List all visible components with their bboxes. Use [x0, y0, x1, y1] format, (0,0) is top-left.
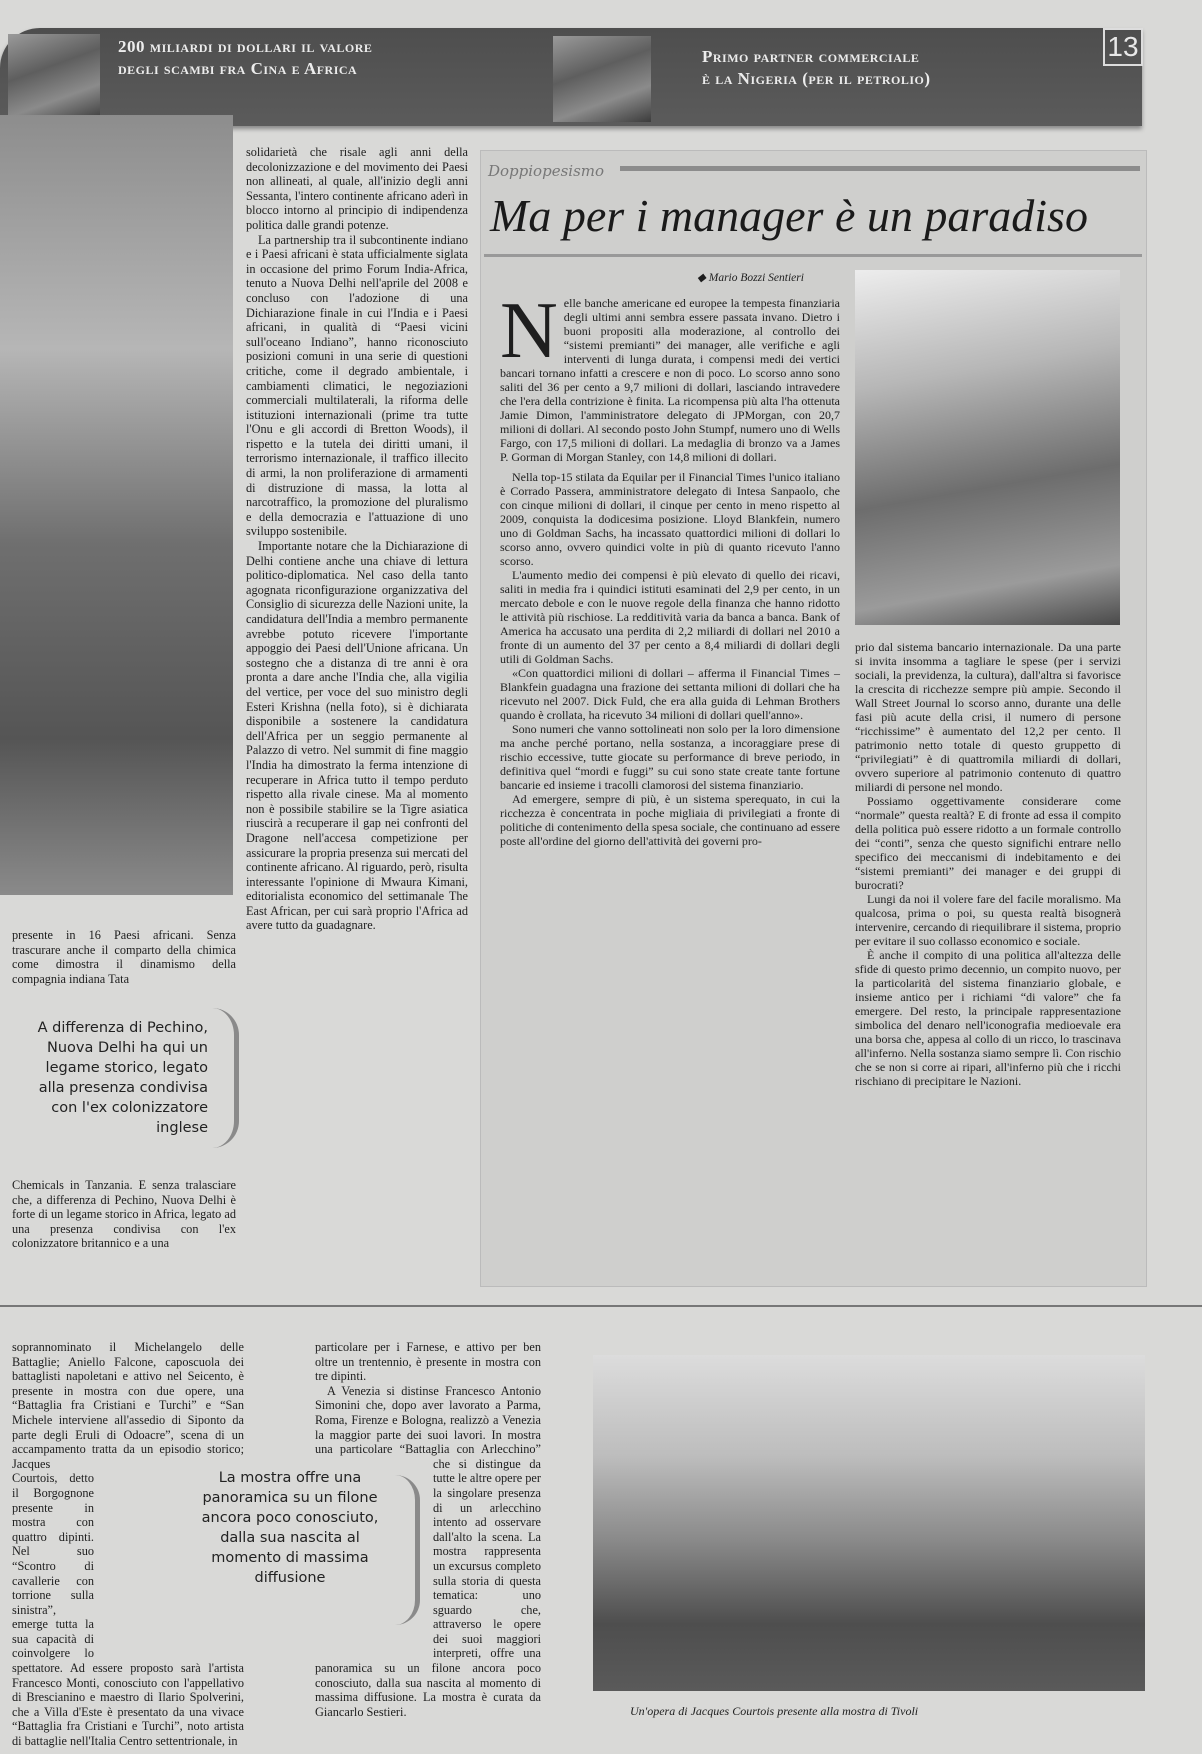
page-number: 13 [1103, 28, 1143, 66]
main-col-b [855, 640, 1121, 1088]
battle-painting [593, 1355, 1145, 1691]
author-name: Mario Bozzi Sentieri [708, 272, 804, 284]
paragraph: Sono numeri che vanno sottolineati non solo per la loro dimensione ma anche perché portano, nella sostanza, a incoraggiare prese di rischio eccessive, tutte giocate su performance di breve periodo, in definitiva quel “mordi e fuggi” su cui sono state create tante fortune bancarie ed insieme i tracolli clamorosi del sistema finanziario. [500, 722, 840, 792]
paragraph: Importante notare che la Dichiarazione di Delhi contiene anche una chiave di lettura politico-diplomatica. Nel caso della tanto agognata riconfigurazione organizzativa del Consiglio di sicurezza delle Nazioni unite, la candidatura dell'India a membro permanente avrebbe potuto ricevere l'importante appoggio dei Paesi dell'Unione africana. Un sostegno che a distanza di tre anni è ora pronta a dare anche l'India che, alla vigilia del vertice, per voce del suo ministro degli Esteri Krishna (nella foto), si è dichiarata disponibile a sostenere la candidatura dell'Africa per un seggio permanente al Palazzo di vetro. Nel summit di fine maggio l'India ha dimostrato la ferma intenzione di recuperare in Africa tutto il tempo perduto rispetto alla rivale cinese. Ma al momento non è possibile stabilire se la Tigre asiatica riuscirà a recuperare il gap nei confronti del Dragone nell'accesa competizione per assicurare la propria presenza sui mercati del continente africano. Al riguardo, però, risulta interessante l'opinione di Mwaura Kimani, editorialista economico del settimanale The East African, per cui sarà proprio l'Africa ad avere tutto da guadagnare. [246, 539, 468, 933]
banner-right-line-2: è la Nigeria (per il petrolio) [702, 69, 931, 88]
section-divider [0, 1305, 1202, 1307]
paragraph: È anche il compito di una politica all'altezza delle sfide di questo primo decennio, un compito nuovo, per la particolarità del sistema finanziario globale, e insieme antico per i richiami “di valore” che fa emergere. Del resto, la principale rappresentazione simbolica del denaro nell'iconografia medioevale era una borsa che, appesa al collo di un ricco, lo trascinava all'inferno. Nella sostanza siamo sempre lì. Con rischio che se non si corre ai ripari, all'inferno più che i ricchi rischiano di precipitare le Nazioni. [855, 948, 1121, 1088]
kicker-rule [620, 166, 1140, 171]
article-kicker: Doppiopesismo [488, 162, 605, 180]
city-street-photo [0, 115, 233, 895]
paragraph: Ad emergere, sempre di più, è un sistema sperequato, in cui la ricchezza è concentrata in poche migliaia di privilegiati a fronte di politiche di contenimento della spesa sociale, che continuano ad essere poste all'ordine del giorno dell'attività dei governi pro- [500, 792, 840, 848]
banner-left-line-1: 200 miliardi di dollari il valore [118, 37, 373, 56]
paragraph: L'aumento medio dei compensi è più elevato di quello dei ricavi, saliti in media fra i quindici istituti esaminati del 2,9 per cento, in un mercato debole e con le nuove regole della finanza che hanno ridotto le attività più rischiose. La redditività varia da banca a banca. Bank of America ha accusato una perdita di 2,2 miliardi di dollari nel 2010 a fronte di un aumento del 37 per cento a 8,4 miliardi di dollari degli utili di Goldman Sachs. [500, 568, 840, 666]
main-col-a [500, 287, 840, 848]
title-rule [484, 254, 1142, 257]
left-col1-bottom [12, 1178, 236, 1251]
paragraph: particolare per i Farnese, e attivo per ben oltre un trentennio, è presente in mostra con tre dipinti. [315, 1340, 541, 1384]
banner-right-title [702, 46, 1062, 90]
parenthesis-ornament [212, 1008, 239, 1148]
banner-left-line-2: degli scambi fra Cina e Africa [118, 59, 358, 78]
paragraph: soprannominato il Michelangelo delle Battaglie; Aniello Falcone, caposcuola dei battaglisti napoletani e attivo nel Seicento, è presente in mostra con due opere, una “Battaglia fra Cristiani e Turchi” e “San Michele interviene all'assedio di Siponto da parte degli Eruli di Odoacre”, scena di un accampamento tratta da un episodio storico; Jacques Courtois, detto il Borgognone presente in mostra con quattro dipinti. Nel suo “Scontro di cavallerie con torrione sulla sinistra”, emerge tutta la sua capacità di coinvolgere lo spettatore. Ad essere proposto sarà l'artista Francesco Monti, conosciuto con l'appellativo di Brescianino e maestro di Ilario Spolverini, che a Villa d'Este è presentato da una vivace “Battaglia fra Cristiani e Turchi”, noto artista di battaglie nell'Italia Centro settentrionale, in [12, 1340, 244, 1749]
paragraph: presente in 16 Paesi africani. Senza trascurare anche il comparto della chimica come dimostra il dinamismo della compagnia indiana Tata [12, 928, 236, 986]
bottom-pull-quote: La mostra offre una panoramica su un filone ancora poco conosciuto, dalla sua nascita al momento di massima diffusione [201, 1470, 379, 1586]
left-col1-top [12, 928, 236, 986]
paragraph: Possiamo oggettivamente considerare come “normale” questa realtà? E di fronte ad essa il compito della politica può essere ridotto a un formale controllo dei “conti”, senza che questo significhi entrare nello specifico dei meccanismi di indebitamento e dei “sistemi premianti” dei manager e dei gruppi di burocrati? [855, 794, 1121, 892]
left-col2 [246, 145, 468, 933]
paragraph: Chemicals in Tanzania. E senza tralasciare che, a differenza di Pechino, Nuova Delhi è forte di un legame storico in Africa, legato ad una presenza condivisa con l'ex colonizzatore britannico e a una [12, 1178, 236, 1251]
banner-right-line-1: Primo partner commerciale [702, 47, 920, 66]
paragraph: La partnership tra il subcontinente indiano e i Paesi africani è stata ufficialmente siglata in occasione del primo Forum India-Africa, tenuto a Nuova Delhi nell'aprile del 2008 e concluso con l'adozione di una Dichiarazione finale in cui l'India e i Paesi africani, in qualità di “Paesi vicini sull'oceano Indiano”, hanno riconosciuto posizioni comuni in una serie di questioni critiche, come il degrado ambientale, i cambiamenti climatici, le negoziazioni commerciali multilaterali, la riforma delle istituzioni internazionali (prime tra tutte l'Onu e gli accordi di Bretton Woods), il rispetto e la tutela dei diritti umani, il terrorismo internazionale, il traffico illecito di armi, la non proliferazione di armamenti di distruzione di massa, la lotta al narcotraffico, la promozione del pluralismo e della democrazia e l'attuazione di uno sviluppo sostenibile. [246, 232, 468, 539]
paragraph: Lungi da noi il volere fare del facile moralismo. Ma qualcosa, prima o poi, su questa realtà bisognerà intervenire, cercando di riequilibrare il sistema, proprio per evitare il suo collasso economico e sociale. [855, 892, 1121, 948]
brace-ornament [395, 1475, 420, 1625]
paragraph: solidarietà che risale agli anni della decolonizzazione e del movimento dei Paesi non allineati, al quale, all'inizio degli anni Sessanta, l'intero continente africano aderì in blocco intorno al principio di indipendenza politica dalle grandi potenze. [246, 145, 468, 232]
paragraph: Nella top-15 stilata da Equilar per il Financial Times l'unico italiano è Corrado Passera, amministratore delegato di Intesa Sanpaolo, che con cinque milioni di dollari, il cinque per cento in meno rispetto al 2009, conquista la dodicesima posizione. Lloyd Blankfein, numero uno di Goldman Sachs, ha incassato quattordici milioni di dollari lo scorso anno, ovvero quindici volte in più di quanto ricevuto l'anno scorso. [500, 470, 840, 568]
paragraph: prio dal sistema bancario internazionale. Da una parte si invita insomma a tagliare le spese (per i servizi sociali, la previdenza, la cultura), dall'altra si favorisce la crescita di ricchezze sempre più ampie. Secondo il Wall Street Journal lo scorso anno, durante una delle fasi più acute della crisi, il numero di persone “ricchissime” è aumentato del 12,2 per cento. Il patrimonio netto totale di questo gruppetto di “privilegiati” è di quattromila miliardi di dollari, ovvero superiore al patrimonio contenuto di quattro miliardi di persone nel mondo. [855, 640, 1121, 794]
paragraph: elle banche americane ed europee la tempesta finanziaria degli ultimi anni sembra essere passata invano. Dietro i buoni propositi alla moderazione, al controllo dei “sistemi premianti” dei manager, alle verifiche e agli interventi di lunga durata, i compensi medi dei vertici bancari tornano infatti a crescere e non di poco. Lo scorso anno sono saliti del 36 per cento a 9,7 milioni di dollari, lasciando intravedere che l'era della contrizione è finita. La ricompensa più alta l'ha ottenuta Jamie Dimon, l'amministratore delegato di JPMorgan, con 20,7 milioni di dollari. Al secondo posto John Stumpf, numero uno di Wells Fargo, con 17,5 milioni di dollari. La medaglia di bronzo va a James P. Gorman di Morgan Stanley, con 14,8 milioni di dollari. [500, 296, 840, 464]
banner-left-title [118, 36, 478, 80]
tiger-image [553, 36, 651, 122]
byline: ◆ Mario Bozzi Sentieri [697, 272, 804, 284]
article-title: Ma per i manager è un paradiso [490, 190, 1088, 241]
banner-left-image [8, 34, 100, 120]
pull-quote: A differenza di Pechino, Nuova Delhi ha qui un legame storico, legato alla presenza condivisa con l'ex colonizzatore inglese [37, 1020, 208, 1136]
painting-caption: Un'opera di Jacques Courtois presente alla mostra di Tivoli [630, 1704, 919, 1718]
paragraph: «Con quattordici milioni di dollari – afferma il Financial Times – Blankfein guadagna una frazione dei settanta milioni di dollari che ha ricevuto nel 2007. Dick Fuld, che era alla guida di Lehman Brothers quando è crollata, ha ricevuto 34 milioni di dollari quell'anno». [500, 666, 840, 722]
paragraph: A Venezia si distinse Francesco Antonio Simonini che, dopo aver lavorato a Parma, Roma, Firenze e Bologna, realizzò a Venezia la maggior parte dei suoi lavori. In mostra una particolare “Battaglia con Arlecchino” che si distingue da tutte le altre opere per la singolare presenza di un arlecchino intento ad osservare dall'alto la scena. La mostra rappresenta un excursus completo sulla storia di questa tematica: uno sguardo che, attraverso le opere dei suoi maggiori interpreti, offre una panoramica su un filone ancora poco conosciuto, dalla sua nascita al momento di massima diffusione. La mostra è curata da Giancarlo Sestieri. [315, 1383, 541, 1719]
businessman-photo [855, 270, 1120, 625]
drop-cap: N [500, 287, 558, 375]
